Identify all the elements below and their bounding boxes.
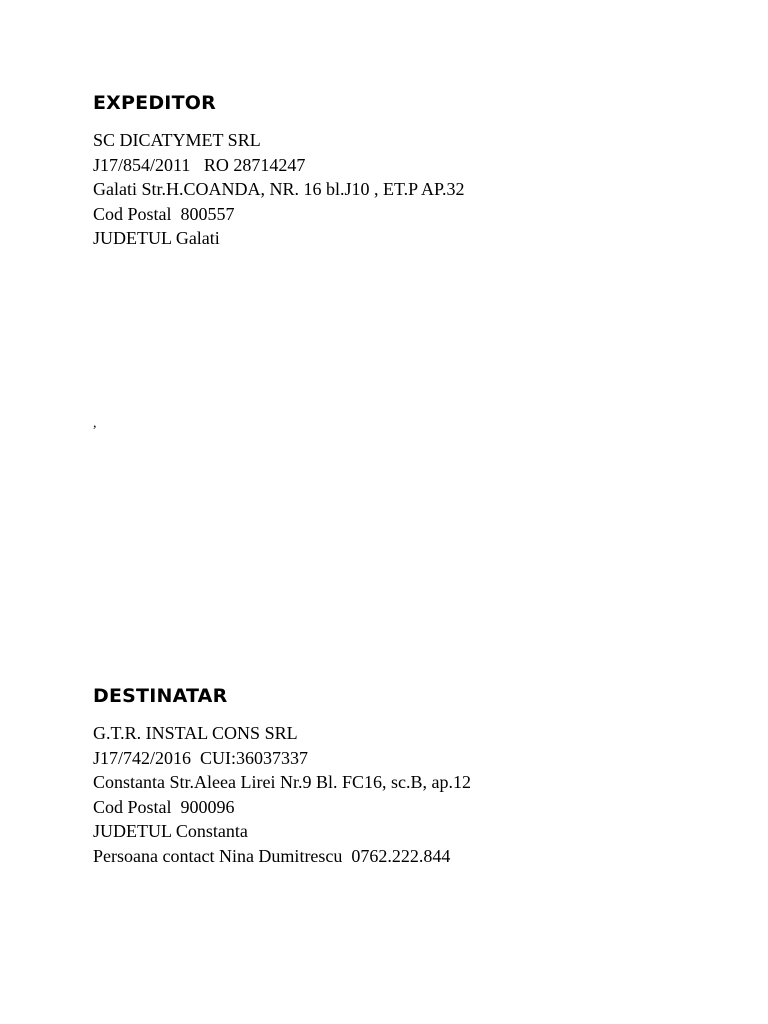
expeditor-street-address: Galati Str.H.COANDA, NR. 16 bl.J10 , ET.P AP.32 — [93, 179, 465, 199]
destinatar-company-name: G.T.R. INSTAL CONS SRL — [93, 723, 298, 743]
expeditor-county: JUDETUL Galati — [93, 228, 220, 248]
destinatar-registration: J17/742/2016 CUI:36037337 — [93, 747, 309, 768]
expeditor-address-block — [93, 128, 465, 251]
destinatar-contact-person: Persoana contact Nina Dumitrescu 0762.222.844 — [93, 845, 451, 866]
expeditor-postal-code: Cod Postal 800557 — [93, 203, 235, 224]
destinatar-heading: DESTINATAR — [93, 685, 228, 707]
expeditor-company-name: SC DICATYMET SRL — [93, 130, 261, 150]
stray-comma-mark: , — [93, 416, 97, 431]
destinatar-address-block — [93, 721, 471, 868]
expeditor-heading: EXPEDITOR — [93, 92, 216, 114]
destinatar-postal-code: Cod Postal 900096 — [93, 796, 235, 817]
destinatar-county: JUDETUL Constanta — [93, 821, 248, 841]
expeditor-registration: J17/854/2011 RO 28714247 — [93, 154, 306, 175]
destinatar-street-address: Constanta Str.Aleea Lirei Nr.9 Bl. FC16, sc.B, ap.12 — [93, 772, 471, 792]
